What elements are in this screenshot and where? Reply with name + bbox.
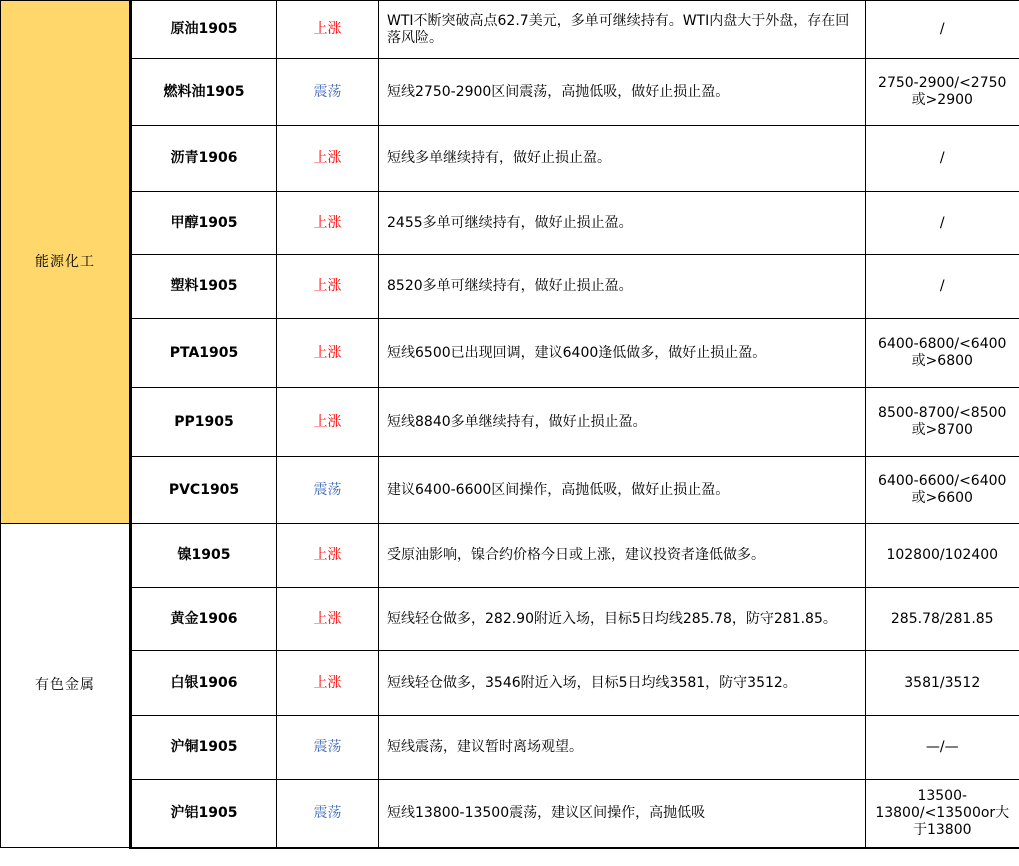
trend-label: 上涨 bbox=[277, 588, 379, 651]
price-range: 102800/102400 bbox=[866, 524, 1019, 588]
trend-label: 上涨 bbox=[277, 319, 379, 388]
advice-text: 8520多单可继续持有，做好止损止盈。 bbox=[379, 255, 866, 319]
trend-label: 上涨 bbox=[277, 126, 379, 192]
price-range: 6400-6800/<6400或>6800 bbox=[866, 319, 1019, 388]
advice-text: 2455多单可继续持有，做好止损止盈。 bbox=[379, 192, 866, 255]
table-row bbox=[1, 388, 1019, 457]
product-name: 燃料油1905 bbox=[131, 59, 277, 126]
product-name: 沪铜1905 bbox=[131, 716, 277, 780]
table-row bbox=[1, 457, 1019, 524]
trend-label: 上涨 bbox=[277, 651, 379, 716]
trend-label: 震荡 bbox=[277, 716, 379, 780]
table-row bbox=[1, 780, 1019, 848]
price-range: 2750-2900/<2750或>2900 bbox=[866, 59, 1019, 126]
product-name: 沪铝1905 bbox=[131, 780, 277, 848]
product-name: PTA1905 bbox=[131, 319, 277, 388]
price-range: —/— bbox=[866, 716, 1019, 780]
product-name: 黄金1906 bbox=[131, 588, 277, 651]
trend-label: 上涨 bbox=[277, 255, 379, 319]
price-range: 8500-8700/<8500或>8700 bbox=[866, 388, 1019, 457]
sector-label-metals: 有色金属 bbox=[1, 524, 131, 848]
advice-text: WTI不断突破高点62.7美元，多单可继续持有。WTI内盘大于外盘，存在回落风险。 bbox=[379, 1, 866, 59]
advice-text: 短线6500已出现回调，建议6400逢低做多，做好止损止盈。 bbox=[379, 319, 866, 388]
advice-text: 短线震荡，建议暂时离场观望。 bbox=[379, 716, 866, 780]
trend-label: 上涨 bbox=[277, 192, 379, 255]
table-row bbox=[1, 192, 1019, 255]
price-range: 3581/3512 bbox=[866, 651, 1019, 716]
product-name: 原油1905 bbox=[131, 1, 277, 59]
advice-text: 短线轻仓做多，282.90附近入场，目标5日均线285.78，防守281.85。 bbox=[379, 588, 866, 651]
product-name: 甲醇1905 bbox=[131, 192, 277, 255]
price-range: / bbox=[866, 255, 1019, 319]
advice-text: 短线13800-13500震荡，建议区间操作，高抛低吸 bbox=[379, 780, 866, 848]
advice-text: 建议6400-6600区间操作，高抛低吸，做好止损止盈。 bbox=[379, 457, 866, 524]
table-row bbox=[1, 651, 1019, 716]
price-range: 6400-6600/<6400或>6600 bbox=[866, 457, 1019, 524]
advice-text: 短线2750-2900区间震荡，高抛低吸，做好止损止盈。 bbox=[379, 59, 866, 126]
advice-text: 短线轻仓做多，3546附近入场，目标5日均线3581，防守3512。 bbox=[379, 651, 866, 716]
trend-label: 上涨 bbox=[277, 388, 379, 457]
advice-text: 短线8840多单继续持有，做好止损止盈。 bbox=[379, 388, 866, 457]
trend-label: 上涨 bbox=[277, 524, 379, 588]
product-name: 塑料1905 bbox=[131, 255, 277, 319]
trend-label: 震荡 bbox=[277, 457, 379, 524]
price-range: 285.78/281.85 bbox=[866, 588, 1019, 651]
price-range: / bbox=[866, 126, 1019, 192]
trend-label: 上涨 bbox=[277, 1, 379, 59]
product-name: PVC1905 bbox=[131, 457, 277, 524]
price-range: / bbox=[866, 192, 1019, 255]
price-range: / bbox=[866, 1, 1019, 59]
product-name: 白银1906 bbox=[131, 651, 277, 716]
advice-text: 受原油影响，镍合约价格今日或上涨，建议投资者逢低做多。 bbox=[379, 524, 866, 588]
table-row bbox=[1, 255, 1019, 319]
table-row bbox=[1, 126, 1019, 192]
trend-label: 震荡 bbox=[277, 59, 379, 126]
product-name: 沥青1906 bbox=[131, 126, 277, 192]
table-row bbox=[1, 59, 1019, 126]
price-range: 13500-13800/<13500or大于13800 bbox=[866, 780, 1019, 848]
product-name: PP1905 bbox=[131, 388, 277, 457]
advice-text: 短线多单继续持有，做好止损止盈。 bbox=[379, 126, 866, 192]
table-row bbox=[1, 524, 1019, 588]
table-row bbox=[1, 716, 1019, 780]
sector-label-energy: 能源化工 bbox=[1, 1, 131, 524]
table-row bbox=[1, 1, 1019, 59]
trend-label: 震荡 bbox=[277, 780, 379, 848]
product-name: 镍1905 bbox=[131, 524, 277, 588]
table-row bbox=[1, 319, 1019, 388]
table-row bbox=[1, 588, 1019, 651]
